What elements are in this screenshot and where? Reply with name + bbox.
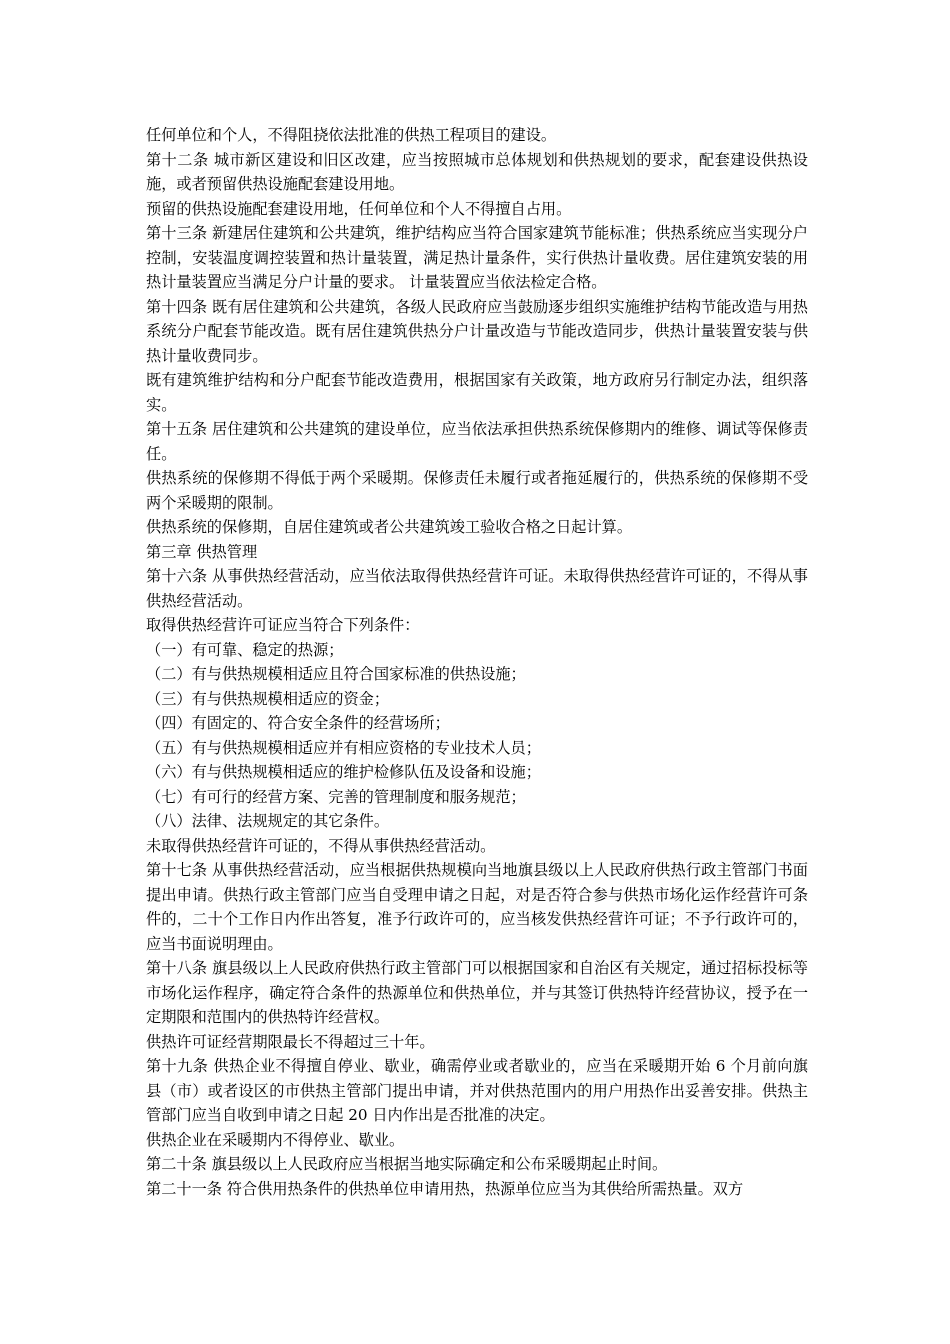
article-17: 第十七条 从事供热经营活动，应当根据供热规模向当地旗县级以上人民政府供热行政主管部门书面提出申请。供热行政主管部门应当自受理申请之日起，对是否符合参与供热市场化运作经营许可条件的，二十个工作日内作出答复，准予行政许可的，应当核发供热经营许可证；不予行政许可的，应当书面说明理由。: [146, 861, 808, 953]
article-21: 第二十一条 符合供用热条件的供热单位申请用热，热源单位应当为其供给所需热量。双方: [146, 1179, 744, 1198]
chapter-heading: 第三章 供热管理: [146, 542, 258, 561]
paragraph: 预留的供热设施配套建设用地，任何单位和个人不得擅自占用。: [146, 199, 572, 218]
article-20: 第二十条 旗县级以上人民政府应当根据当地实际确定和公布采暖期起止时间。: [146, 1155, 668, 1173]
paragraph: 取得供热经营许可证应当符合下列条件：: [146, 616, 420, 634]
paragraph: 任何单位和个人，不得阻挠依法批准的供热工程项目的建设。: [146, 126, 557, 144]
list-item: （一）有可靠、稳定的热源；: [146, 640, 344, 659]
paragraph: 供热系统的保修期，自居住建筑或者公共建筑竣工验收合格之日起计算。: [146, 518, 632, 536]
article-16: 第十六条 从事供热经营活动，应当依法取得供热经营许可证。未取得供热经营许可证的，不得从事供热经营活动。: [146, 567, 808, 610]
list-item: （四）有固定的、符合安全条件的经营场所；: [146, 714, 450, 732]
list-item: （五）有与供热规模相适应并有相应资格的专业技术人员；: [146, 738, 541, 757]
paragraph: 供热许可证经营期限最长不得超过三十年。: [146, 1032, 435, 1051]
document-page: [146, 123, 808, 1201]
paragraph: 未取得供热经营许可证的，不得从事供热经营活动。: [146, 836, 496, 855]
paragraph: 供热企业在采暖期内不得停业、歇业。: [146, 1130, 405, 1149]
list-item: （二）有与供热规模相适应且符合国家标准的供热设施；: [146, 665, 526, 683]
article-15: 第十五条 居住建筑和公共建筑的建设单位，应当依法承担供热系统保修期内的维修、调试等保修责任。: [146, 420, 808, 463]
article-12: 第十二条 城市新区建设和旧区改建，应当按照城市总体规划和供热规划的要求，配套建设供热设施，或者预留供热设施配套建设用地。: [146, 150, 808, 193]
list-item: （七）有可行的经营方案、完善的管理制度和服务规范；: [146, 787, 526, 806]
article-18: 第十八条 旗县级以上人民政府供热行政主管部门可以根据国家和自治区有关规定，通过招标投标等市场化运作程序，确定符合条件的热源单位和供热单位，并与其签订供热特许经营协议，授予在一定期限和范围内的供热特许经营权。: [146, 959, 808, 1026]
article-14: 第十四条 既有居住建筑和公共建筑，各级人民政府应当鼓励逐步组织实施维护结构节能改造与用热系统分户配套节能改造。既有居住建筑供热分户计量改造与节能改造同步，供热计量装置安装与供热计量收费同步。: [146, 297, 808, 365]
list-item: （六）有与供热规模相适应的维护检修队伍及设备和设施；: [146, 763, 541, 781]
article-19: 第十九条 供热企业不得擅自停业、歇业，确需停业或者歇业的，应当在采暖期开始 6 个月前向旗县（市）或者设区的市供热主管部门提出申请，并对供热范围内的用户用热作出妥善安排。供热主管部门应当自收到申请之日起 20 日内作出是否批准的决定。: [146, 1057, 808, 1124]
paragraph: 供热系统的保修期不得低于两个采暖期。保修责任未履行或者拖延履行的，供热系统的保修期不受两个采暖期的限制。: [146, 469, 808, 512]
article-13: 第十三条 新建居住建筑和公共建筑，维护结构应当符合国家建筑节能标准；供热系统应当实现分户控制，安装温度调控装置和热计量装置，满足热计量条件，实行供热计量收费。居住建筑安装的用热计量装置应当满足分户计量的要求。 计量装置应当依法检定合格。: [146, 224, 808, 291]
paragraph: 既有建筑维护结构和分户配套节能改造费用，根据国家有关政策，地方政府另行制定办法，组织落实。: [146, 371, 808, 414]
list-item: （三）有与供热规模相适应的资金；: [146, 689, 389, 708]
list-item: （八）法律、法规规定的其它条件。: [146, 812, 389, 830]
